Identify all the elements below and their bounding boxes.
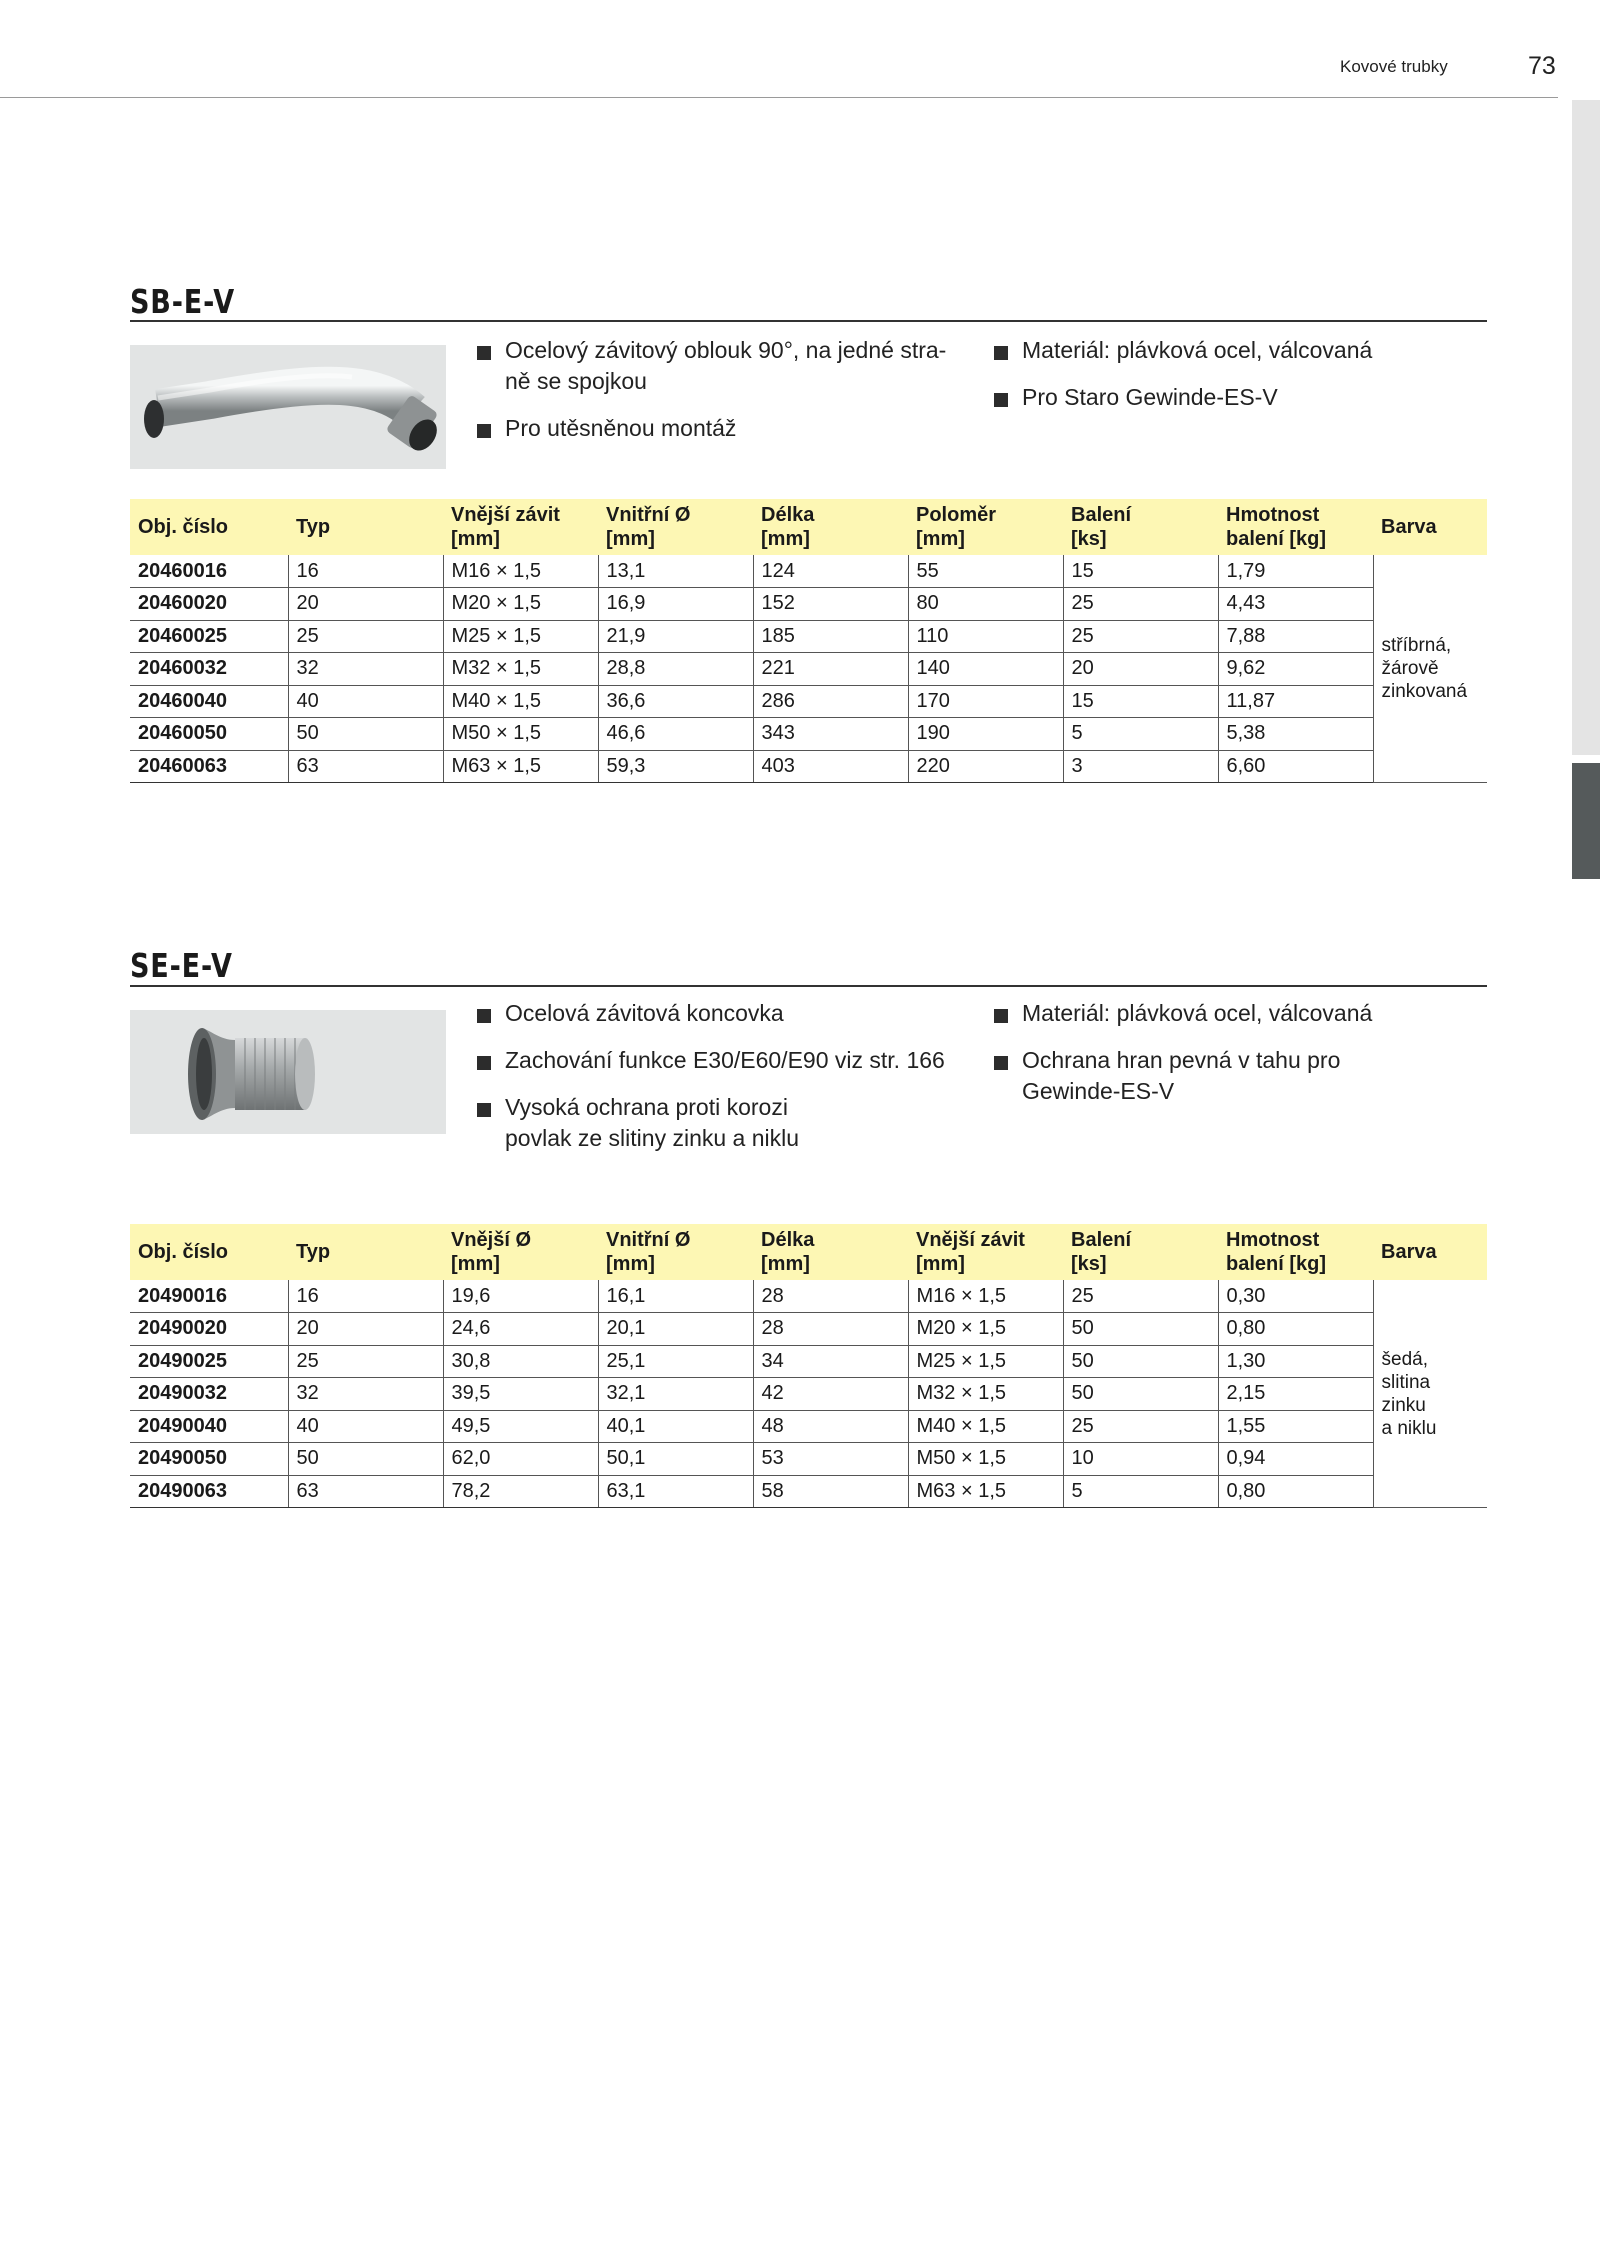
cell: 20460025 [130,620,288,653]
cell: 20490050 [130,1443,288,1476]
cell: 13,1 [598,555,753,588]
page-number: 73 [1528,52,1556,80]
bullet-item [477,998,977,1029]
cell: 20,1 [598,1313,753,1346]
cell: 19,6 [443,1280,598,1313]
table-row [130,653,1487,686]
bullet-item [477,1092,977,1154]
table-row [130,588,1487,621]
bullet-text: Ochrana hran pevná v tahu pro Gewinde-ES-V [1022,1047,1341,1104]
cell: 20 [288,1313,443,1346]
cell: 1,30 [1218,1345,1373,1378]
col-header: Hmotnost balení [kg] [1218,499,1373,555]
cell: 58 [753,1475,908,1508]
table-row [130,1410,1487,1443]
cell: 16,9 [598,588,753,621]
col-header: Vnější závit [mm] [908,1224,1063,1280]
cell: 59,3 [598,750,753,783]
cell: 53 [753,1443,908,1476]
col-header: Obj. číslo [130,499,288,555]
cell: 0,80 [1218,1475,1373,1508]
table-row [130,555,1487,588]
bullet-list-right-sb [994,335,1494,429]
col-header: Délka [mm] [753,499,908,555]
table-row [130,750,1487,783]
bullet-item [477,1045,977,1076]
cell: 170 [908,685,1063,718]
cell: 39,5 [443,1378,598,1411]
cell: 7,88 [1218,620,1373,653]
spec-table-sb-e-v [130,499,1487,783]
section-title-se-e-v: SE-E-V [130,946,233,985]
col-header: Balení [ks] [1063,1224,1218,1280]
cell: 24,6 [443,1313,598,1346]
cell: 50 [288,1443,443,1476]
col-header: Vnější závit [mm] [443,499,598,555]
cell: 5 [1063,718,1218,751]
col-header: Typ [288,499,443,555]
bullet-list-left-se [477,998,977,1170]
cell: 5,38 [1218,718,1373,751]
col-header: Barva [1373,1224,1487,1280]
cell: 1,55 [1218,1410,1373,1443]
cell: M16 × 1,5 [443,555,598,588]
cell: 15 [1063,555,1218,588]
cell: 403 [753,750,908,783]
color-cell: šedá, slitina zinku a niklu [1373,1280,1487,1508]
table-header-row [130,499,1487,555]
cell: 110 [908,620,1063,653]
cell: 152 [753,588,908,621]
cell: 48 [753,1410,908,1443]
endcap-illustration [130,1010,446,1134]
cell: 9,62 [1218,653,1373,686]
cell: 32 [288,1378,443,1411]
cell: 0,94 [1218,1443,1373,1476]
bullet-square-icon [477,1056,491,1070]
bullet-square-icon [477,346,491,360]
bullet-square-icon [994,1009,1008,1023]
cell: M32 × 1,5 [908,1378,1063,1411]
bullet-text: Vysoká ochrana proti korozi povlak ze slitiny zinku a niklu [505,1094,800,1151]
cell: M40 × 1,5 [908,1410,1063,1443]
cell: 20460040 [130,685,288,718]
cell: 25 [1063,1280,1218,1313]
cell: 20460016 [130,555,288,588]
cell: 25,1 [598,1345,753,1378]
cell: 63 [288,750,443,783]
cell: M63 × 1,5 [908,1475,1063,1508]
cell: 80 [908,588,1063,621]
col-header: Vnitřní Ø [mm] [598,1224,753,1280]
cell: 34 [753,1345,908,1378]
col-header: Balení [ks] [1063,499,1218,555]
cell: 55 [908,555,1063,588]
cell: 4,43 [1218,588,1373,621]
cell: M25 × 1,5 [443,620,598,653]
cell: 0,80 [1218,1313,1373,1346]
cell: 343 [753,718,908,751]
bullet-item [994,1045,1494,1107]
cell: 40 [288,685,443,718]
cell: 221 [753,653,908,686]
cell: 40,1 [598,1410,753,1443]
cell: 46,6 [598,718,753,751]
cell: M50 × 1,5 [908,1443,1063,1476]
bullet-item [994,382,1494,413]
cell: 30,8 [443,1345,598,1378]
cell: 36,6 [598,685,753,718]
color-cell: stříbrná, žárově zinkovaná [1373,555,1487,783]
cell: 40 [288,1410,443,1443]
elbow-illustration [130,345,446,469]
cell: 20490025 [130,1345,288,1378]
table-row [130,1280,1487,1313]
table-row [130,1345,1487,1378]
cell: 20490032 [130,1378,288,1411]
bullet-list-left-sb [477,335,977,460]
section-divider [130,320,1487,322]
cell: 15 [1063,685,1218,718]
table-row [130,1313,1487,1346]
table-row [130,1443,1487,1476]
table-row [130,718,1487,751]
cell: 20460032 [130,653,288,686]
header-divider [0,97,1558,98]
col-header: Délka [mm] [753,1224,908,1280]
table-row [130,1378,1487,1411]
cell: 50,1 [598,1443,753,1476]
bullet-square-icon [994,1056,1008,1070]
cell: 1,79 [1218,555,1373,588]
product-photo-elbow [130,345,446,469]
cell: 6,60 [1218,750,1373,783]
cell: 20490063 [130,1475,288,1508]
cell: 28,8 [598,653,753,686]
cell: 20 [1063,653,1218,686]
cell: 25 [288,620,443,653]
bullet-text: Ocelová závitová koncovka [505,1000,784,1026]
bullet-text: Ocelový závitový oblouk 90°, na jedné stra- ně se spojkou [505,337,947,394]
cell: M25 × 1,5 [908,1345,1063,1378]
spec-table-se-e-v [130,1224,1487,1508]
cell: 62,0 [443,1443,598,1476]
cell: 50 [1063,1313,1218,1346]
cell: 16,1 [598,1280,753,1313]
cell: 32 [288,653,443,686]
cell: 63,1 [598,1475,753,1508]
cell: 42 [753,1378,908,1411]
cell: 32,1 [598,1378,753,1411]
cell: 2,15 [1218,1378,1373,1411]
header-category: Kovové trubky [1340,57,1448,76]
bullet-square-icon [477,1009,491,1023]
cell: 20460020 [130,588,288,621]
cell: 20460050 [130,718,288,751]
cell: 16 [288,1280,443,1313]
cell: 50 [288,718,443,751]
cell: M63 × 1,5 [443,750,598,783]
cell: 286 [753,685,908,718]
cell: 25 [288,1345,443,1378]
cell: 50 [1063,1378,1218,1411]
col-header: Vnitřní Ø [mm] [598,499,753,555]
side-tab-active [1572,763,1600,879]
cell: 3 [1063,750,1218,783]
bullet-square-icon [477,424,491,438]
cell: 28 [753,1280,908,1313]
col-header: Barva [1373,499,1487,555]
product-photo-endcap [130,1010,446,1134]
bullet-square-icon [994,393,1008,407]
cell: 0,30 [1218,1280,1373,1313]
cell: 11,87 [1218,685,1373,718]
cell: 25 [1063,620,1218,653]
cell: M20 × 1,5 [908,1313,1063,1346]
cell: 25 [1063,1410,1218,1443]
cell: 20490016 [130,1280,288,1313]
cell: 10 [1063,1443,1218,1476]
table-row [130,685,1487,718]
cell: 78,2 [443,1475,598,1508]
col-header: Hmotnost balení [kg] [1218,1224,1373,1280]
cell: M50 × 1,5 [443,718,598,751]
cell: 16 [288,555,443,588]
cell: 124 [753,555,908,588]
col-header: Obj. číslo [130,1224,288,1280]
table-header-row [130,1224,1487,1280]
cell: 5 [1063,1475,1218,1508]
bullet-text: Pro utěsněnou montáž [505,415,737,441]
cell: 25 [1063,588,1218,621]
section-divider [130,985,1487,987]
bullet-item [477,413,977,444]
cell: M32 × 1,5 [443,653,598,686]
bullet-item [994,335,1494,366]
bullet-list-right-se [994,998,1494,1123]
col-header: Typ [288,1224,443,1280]
cell: M20 × 1,5 [443,588,598,621]
table-row [130,1475,1487,1508]
cell: 28 [753,1313,908,1346]
cell: 190 [908,718,1063,751]
cell: 140 [908,653,1063,686]
bullet-text: Materiál: plávková ocel, válcovaná [1022,337,1373,363]
bullet-text: Zachování funkce E30/E60/E90 viz str. 166 [505,1047,945,1073]
cell: 220 [908,750,1063,783]
side-tab-strip [1572,100,1600,755]
cell: M40 × 1,5 [443,685,598,718]
cell: 20 [288,588,443,621]
bullet-item [994,998,1494,1029]
cell: 21,9 [598,620,753,653]
table-row [130,620,1487,653]
bullet-text: Pro Staro Gewinde-ES-V [1022,384,1278,410]
cell: 20460063 [130,750,288,783]
cell: 49,5 [443,1410,598,1443]
bullet-square-icon [994,346,1008,360]
cell: M16 × 1,5 [908,1280,1063,1313]
cell: 63 [288,1475,443,1508]
bullet-text: Materiál: plávková ocel, válcovaná [1022,1000,1373,1026]
bullet-item [477,335,977,397]
cell: 20490020 [130,1313,288,1346]
cell: 185 [753,620,908,653]
cell: 50 [1063,1345,1218,1378]
cell: 20490040 [130,1410,288,1443]
bullet-square-icon [477,1103,491,1117]
section-title-sb-e-v: SB-E-V [130,282,235,321]
col-header: Poloměr [mm] [908,499,1063,555]
col-header: Vnější Ø [mm] [443,1224,598,1280]
